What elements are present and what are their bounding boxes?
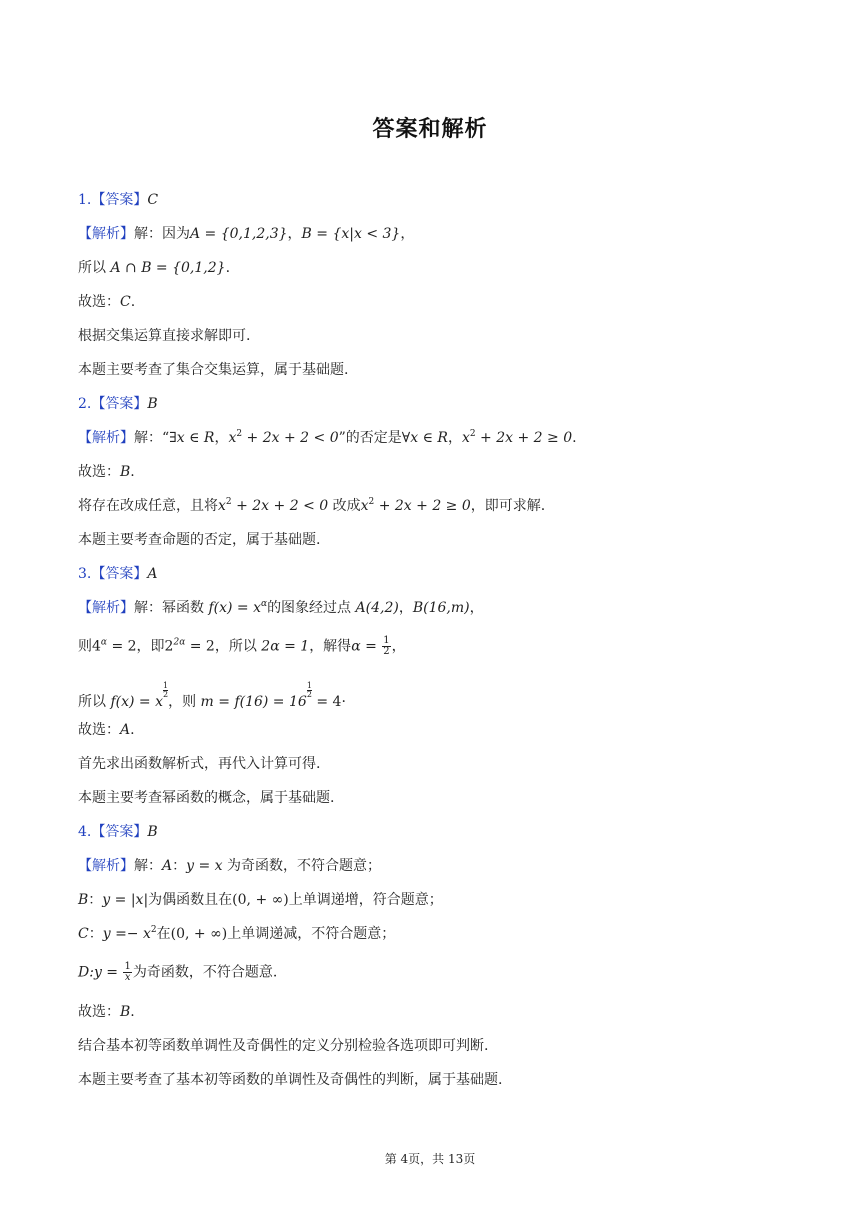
math-sup: α	[100, 637, 107, 648]
text: ，即可求解.	[470, 498, 546, 514]
text: 则	[78, 638, 92, 655]
q1-choice-line	[78, 292, 135, 312]
text: ，所以	[214, 638, 262, 655]
text: 上单调递增，符合题意；	[288, 892, 443, 908]
text: ·	[341, 694, 346, 710]
math: A	[162, 858, 173, 874]
q1-method-line: 根据交集运算直接求解即可.	[78, 328, 251, 344]
text: 将存在改成任意，且将	[78, 498, 218, 514]
fraction-numerator: 1	[306, 681, 312, 690]
math: x	[228, 430, 237, 446]
text: ：	[172, 858, 187, 874]
math-sup: 2	[236, 429, 243, 439]
math: x	[218, 498, 226, 514]
fraction-denominator: 2	[306, 690, 312, 699]
math: + 2x + 2 ≥ 0	[475, 430, 573, 446]
math: m = f(16) = 16	[200, 694, 307, 710]
text: 故选：	[78, 294, 120, 310]
math: y = |x|	[102, 892, 149, 908]
text: 为偶函数且在	[148, 892, 233, 908]
text: .	[130, 294, 136, 310]
text: .	[130, 464, 135, 480]
q1-analysis-label: 【解析】	[78, 226, 134, 242]
text: ”的否定是	[338, 430, 402, 446]
text: 为奇函数，不符合题意.	[132, 964, 278, 981]
math: 2	[164, 638, 174, 655]
text: .	[130, 722, 135, 738]
q3-analysis-line3	[78, 682, 346, 712]
math: B = {x|x < 3}	[301, 226, 401, 242]
math: ∀x ∈ R	[401, 430, 448, 446]
q3-answer-value: A	[147, 566, 158, 582]
math-sup: 2	[469, 429, 476, 439]
math: A	[120, 722, 131, 738]
q2-answer-value: B	[147, 396, 158, 412]
math-sup: 2α	[173, 637, 186, 648]
math: f(x) = x	[208, 600, 261, 616]
text: ，即	[136, 638, 165, 655]
math: = 4	[311, 694, 342, 710]
q4-analysis-line3	[78, 924, 395, 944]
text: 所以	[78, 260, 111, 276]
math-sup: 2	[225, 497, 232, 507]
q1-analysis-line2	[78, 258, 230, 278]
q4-analysis-label: 【解析】	[78, 858, 134, 874]
math: C	[78, 926, 89, 942]
q3-summary-line: 本题主要考查幂函数的概念，属于基础题.	[78, 790, 335, 806]
q3-analysis-label: 【解析】	[78, 600, 134, 616]
text: 的图象经过点	[267, 600, 356, 616]
math: A(4,2)	[355, 600, 399, 616]
q4-choice-line	[78, 1002, 135, 1022]
text: 解：幂函数	[134, 600, 209, 616]
q1-answer-line	[78, 190, 158, 210]
page-footer: 第 4页，共 13页	[384, 1152, 476, 1166]
text: ：	[88, 892, 103, 908]
math: C	[120, 294, 131, 310]
text: 在	[156, 926, 171, 942]
q4-analysis-line4	[78, 962, 277, 983]
math: = 2	[185, 638, 215, 655]
math: ∃x ∈ R	[169, 430, 215, 446]
math: y = x	[186, 858, 223, 874]
fraction-numerator: 1	[162, 681, 169, 690]
fraction-numerator: 1	[383, 635, 390, 646]
q4-summary-line: 本题主要考查了基本初等函数的单调性及奇偶性的判断，属于基础题.	[78, 1072, 503, 1088]
text: ，解得	[309, 638, 352, 655]
fraction-denominator: 2	[383, 646, 390, 657]
q1-analysis-line1	[78, 224, 414, 244]
page-title: 答案和解析	[372, 117, 488, 142]
q3-analysis-line2	[78, 636, 406, 657]
text: .	[572, 430, 577, 446]
text: 解：“	[134, 430, 170, 446]
math: y =− x	[102, 926, 151, 942]
math: A = {0,1,2,3}	[190, 226, 288, 242]
q4-method-line: 结合基本初等函数单调性及奇偶性的定义分别检验各选项即可判断.	[78, 1038, 489, 1054]
q3-answer-label: 3.【答案】	[78, 566, 148, 582]
fraction-denominator: 2	[162, 690, 169, 699]
q1-answer-value: C	[147, 192, 159, 208]
q2-method-line	[78, 496, 545, 516]
math: f(x) = x	[110, 694, 163, 710]
fraction-numerator: 1	[124, 961, 131, 972]
text: ，则	[168, 694, 201, 710]
math: B	[78, 892, 89, 908]
math: B	[120, 1004, 131, 1020]
math: (0, + ∞)	[232, 892, 289, 908]
fraction-denominator: x	[124, 972, 131, 983]
q1-answer-label: 1.【答案】	[78, 192, 148, 208]
q2-analysis-label: 【解析】	[78, 430, 134, 446]
text: 上单调递减，不符合题意；	[227, 926, 396, 942]
text: .	[130, 1004, 135, 1020]
text: 故选：	[78, 1004, 120, 1020]
math-sup: α	[260, 599, 268, 609]
math: D:y =	[78, 964, 123, 981]
q2-choice-line	[78, 462, 135, 482]
text: 改成	[328, 498, 361, 514]
q1-summary-line: 本题主要考查了集合交集运算，属于基础题.	[78, 362, 349, 378]
math: A ∩ B = {0,1,2}	[110, 260, 226, 276]
q2-answer-label: 2.【答案】	[78, 396, 148, 412]
q2-analysis-line1	[78, 428, 577, 448]
math: + 2x + 2 < 0	[231, 498, 329, 514]
math: + 2x + 2 < 0	[242, 430, 339, 446]
text: 所以	[78, 694, 111, 710]
math: x	[360, 498, 369, 514]
text: 故选：	[78, 464, 120, 480]
q3-answer-line	[78, 564, 157, 584]
math-sup: 2	[150, 925, 157, 935]
fraction	[382, 636, 390, 657]
math: + 2x + 2 ≥ 0	[374, 498, 471, 514]
text: 解：	[134, 858, 162, 874]
q2-summary-line: 本题主要考查命题的否定，属于基础题.	[78, 532, 321, 548]
q4-analysis-line2	[78, 890, 443, 910]
text: 为奇函数，不符合题意；	[222, 858, 382, 874]
fraction	[123, 962, 131, 983]
q3-method-line: 首先求出函数解析式，再代入计算可得.	[78, 756, 321, 772]
math: α =	[351, 638, 382, 655]
math: (0, + ∞)	[170, 926, 228, 942]
text: ，	[398, 600, 413, 616]
math: = 2	[107, 638, 137, 655]
q3-choice-line	[78, 720, 135, 740]
text: ，	[391, 638, 406, 655]
text: 解：因为	[134, 226, 190, 242]
text: 故选：	[78, 722, 120, 738]
math: x	[461, 430, 470, 446]
text: ，	[447, 430, 462, 446]
q4-analysis-line1	[78, 856, 381, 876]
q4-answer-value: B	[147, 824, 158, 840]
math: 4	[92, 638, 101, 655]
q4-answer-label: 4.【答案】	[78, 824, 148, 840]
q3-analysis-line1	[78, 598, 484, 618]
text: ，	[400, 226, 415, 242]
text: ，	[287, 226, 302, 242]
q2-answer-line	[78, 394, 158, 414]
text: ：	[88, 926, 103, 942]
math: B(16,m)	[412, 600, 470, 616]
math-sup: 2	[368, 497, 375, 507]
text: .	[225, 260, 231, 276]
math: B	[120, 464, 131, 480]
text: ，	[469, 600, 484, 616]
text: ，	[214, 430, 229, 446]
q4-answer-line	[78, 822, 158, 842]
math: 2α = 1	[261, 638, 310, 655]
